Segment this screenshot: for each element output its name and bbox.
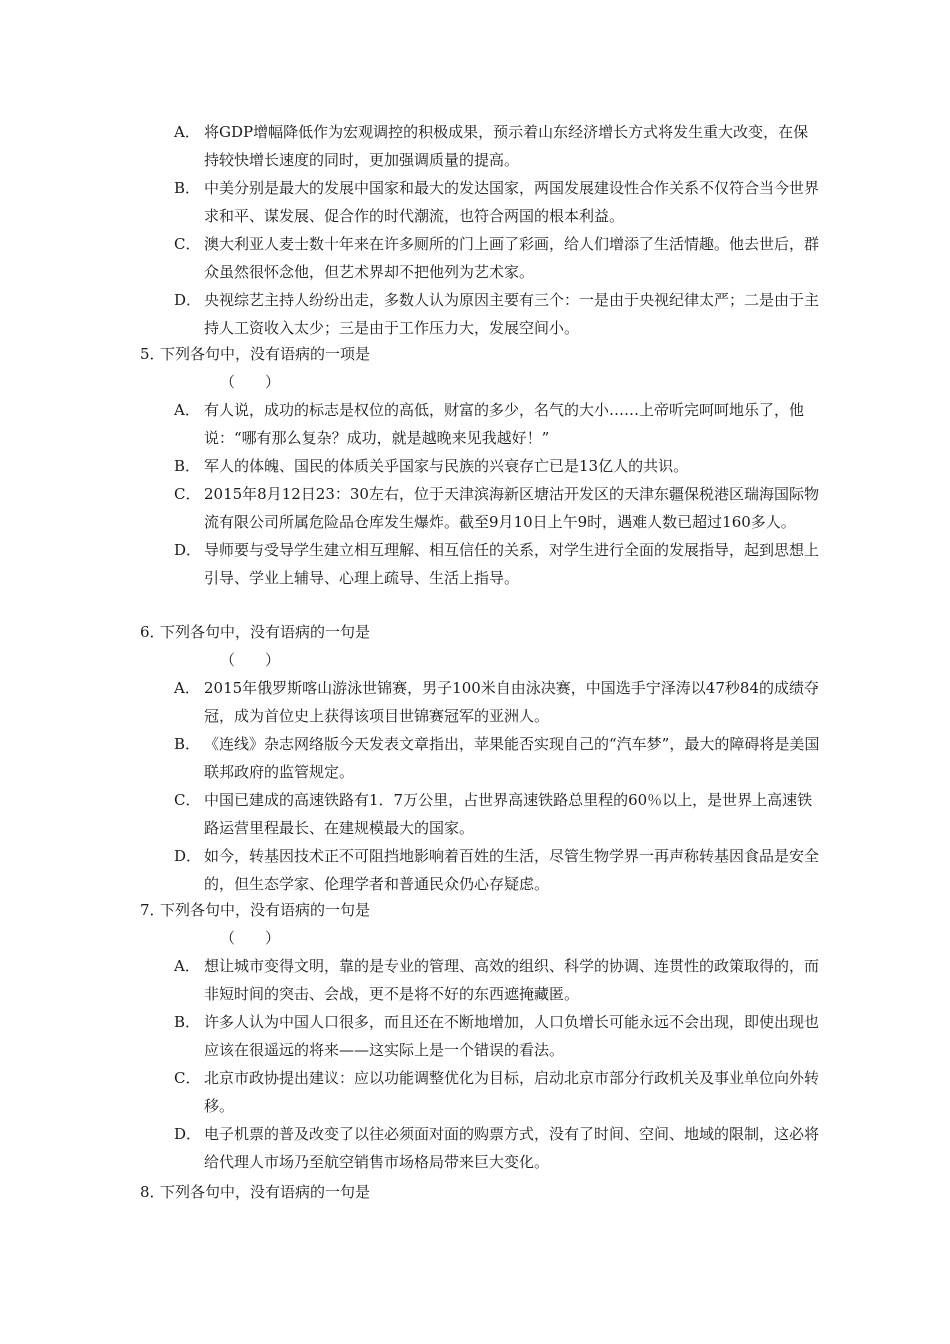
question-8 (140, 1178, 820, 1206)
option-7b: B． 许多人认为中国人口很多，而且还在不断地增加，人口负增长可能永远不会出现，即使出现也应该在很遥远的将来——这实际上是一个错误的看法。 (174, 1013, 820, 1059)
answer-paren: （ ） (220, 929, 281, 947)
answer-paren: （ ） (220, 373, 281, 391)
option-5b: B． 军人的体魄、国民的体质关乎国家与民族的兴衰存亡已是13亿人的共识。 (174, 457, 689, 475)
option-7a: A． 想让城市变得文明，靠的是专业的管理、高效的组织、科学的协调、连贯性的政策取得的，而非短时间的突击、会战，更不是将不好的东西遮掩藏匿。 (174, 957, 820, 1003)
option-6a: A． 2015年俄罗斯喀山游泳世锦赛，男子100米自由泳决赛，中国选手宁泽涛以47秒84的成绩夺冠，成为首位史上获得该项目世锦赛冠军的亚洲人。 (174, 679, 819, 725)
question-8-stem: 8．下列各句中，没有语病的一句是 (140, 1183, 371, 1201)
option-6b: B． 《连线》杂志网络版今天发表文章指出，苹果能否实现自己的“汽车梦”，最大的障碍将是美国联邦政府的监管规定。 (174, 735, 820, 781)
option-6d: D． 如今，转基因技术正不可阻挡地影响着百姓的生活，尽管生物学界一再声称转基因食品是安全的，但生态学家、伦理学者和普通民众仍心存疑虑。 (174, 847, 820, 893)
option-4a: A． 将GDP增幅降低作为宏观调控的积极成果，预示着山东经济增长方式将发生重大改变，在保持较快增长速度的同时，更加强调质量的提高。 (174, 123, 809, 169)
option-4c: C． 澳大利亚人麦士数十年来在许多厕所的门上画了彩画，给人们增添了生活情趣。他去世后，群众虽然很怀念他，但艺术界却不把他列为艺术家。 (174, 235, 820, 281)
option-5c: C． 2015年8月12日23：30左右，位于天津滨海新区塘沽开发区的天津东疆保税港区瑞海国际物流有限公司所属危险品仓库发生爆炸。截至9月10日上午9时，遇难人数已超过160多人。 (174, 485, 819, 531)
option-6c: C． 中国已建成的高速铁路有1．7万公里，占世界高速铁路总里程的60％以上，是世界上高速铁路运营里程最长、在建规模最大的国家。 (174, 791, 813, 837)
option-7c: C． 北京市政协提出建议：应以功能调整优化为目标，启动北京市部分行政机关及事业单位向外转移。 (174, 1069, 820, 1115)
answer-paren: （ ） (220, 651, 281, 669)
question-5-stem: 5．下列各句中，没有语病的一项是 (140, 345, 371, 363)
question-7 (140, 896, 820, 1176)
option-5a: A． 有人说，成功的标志是权位的高低，财富的多少，名气的大小……上帝听完呵呵地乐了，他说：“哪有那么复杂？成功，就是越晚来见我越好！” (174, 401, 805, 447)
question-7-stem: 7．下列各句中，没有语病的一句是 (140, 901, 371, 919)
option-4b: B． 中美分别是最大的发展中国家和最大的发达国家，两国发展建设性合作关系不仅符合当今世界求和平、谋发展、促合作的时代潮流，也符合两国的根本利益。 (174, 179, 820, 225)
question-6 (140, 618, 820, 898)
option-7d: D． 电子机票的普及改变了以往必须面对面的购票方式，没有了时间、空间、地域的限制，这必将给代理人市场乃至航空销售市场格局带来巨大变化。 (174, 1125, 820, 1171)
option-4d: D． 央视综艺主持人纷纷出走，多数人认为原因主要有三个：一是由于央视纪律太严；二是由于主持人工资收入太少；三是由于工作压力大，发展空间小。 (174, 291, 820, 337)
option-5d: D． 导师要与受导学生建立相互理解、相互信任的关系，对学生进行全面的发展指导，起到思想上引导、学业上辅导、心理上疏导、生活上指导。 (174, 541, 820, 587)
question-4-options (140, 118, 820, 342)
question-5 (140, 340, 820, 592)
question-6-stem: 6．下列各句中，没有语病的一句是 (140, 623, 371, 641)
